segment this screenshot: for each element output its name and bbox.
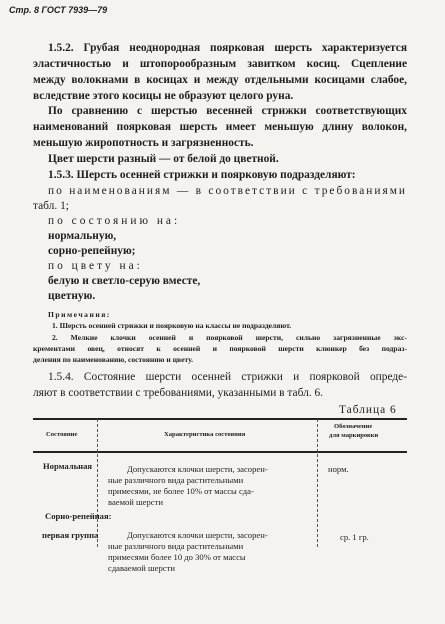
p152-line-1: 1.5.2. Грубая неоднородная поярковая шерсть характеризуется	[48, 42, 407, 54]
note-2-line-2: крементами овец, относят к осенней и поярковой шерсти клюнкер без подраз-	[33, 344, 407, 353]
p153-line-1: 1.5.3. Шерсть осенней стрижки и поярковую подразделяют:	[48, 169, 356, 181]
table-header-rule	[33, 451, 407, 453]
note-2-line-1: 2. Мелкие клочки осенней и поярковой шерсти, сильно загрязненные экс-	[52, 333, 407, 342]
row-normal-state: Нормальная	[43, 461, 93, 471]
table-caption: Таблица 6	[339, 404, 397, 416]
p152-line-2: эластичностью и штопорообразным завитком косиц. Сцепление	[33, 58, 407, 70]
row-normal-mark: норм.	[328, 464, 349, 474]
table-col-sep-1	[97, 419, 98, 547]
row-normal-char-2: ные различного вида растительными	[108, 475, 244, 485]
row-normal-char-4: ваемой шерсти	[108, 497, 163, 507]
th-marking-1: Обозначение	[334, 423, 373, 430]
p153-line-2: по наименованиям — в соответствии с требованиями	[48, 185, 407, 197]
row-first-mark: ср. 1 гр.	[340, 532, 369, 542]
th-state: Состояние	[46, 431, 78, 438]
list-color-heading: по цвету на:	[48, 260, 143, 272]
compare-line-1: По сравнению с шерстью весенней стрижки соответствующих	[48, 105, 407, 117]
list-white: белую и светло-серую вместе,	[48, 275, 201, 287]
row-first-char-1: Допускаются клочки шерсти, засорен-	[127, 530, 268, 540]
th-characteristic: Характеристика состояния	[164, 431, 246, 438]
color-sentence: Цвет шерсти разный — от белой до цветной.	[48, 153, 279, 165]
row-normal-char-1: Допускаются клочки шерсти, засорен-	[127, 464, 268, 474]
row-first-char-4: сдаваемой шерсти	[108, 563, 175, 573]
list-colored: цветную.	[48, 290, 96, 302]
th-marking-2: для маркировки	[329, 432, 379, 439]
list-state-heading: по состоянию на:	[48, 215, 181, 227]
p152-line-3: между волокнами в косицах и между отдельными косицами слабое,	[33, 74, 407, 86]
note-1: 1. Шерсть осенней стрижки и поярковую на классы не подразделяют.	[52, 321, 292, 330]
notes-title: Примечания:	[48, 310, 111, 319]
compare-line-2: наименований поярковая шерсть имеет меньшую длину волокон,	[33, 121, 407, 133]
compare-line-3: меньшую жиропотность и загрязненность.	[33, 137, 254, 149]
list-weedy: сорно-репейную;	[48, 245, 136, 257]
page-header: Стр. 8 ГОСТ 7939—79	[9, 5, 108, 15]
p152-line-4: вследствие этого косицы не образуют целого руна.	[33, 90, 294, 102]
table-top-rule	[33, 418, 407, 420]
row-first-state: первая группа	[42, 530, 99, 540]
note-2-line-3: деления по наименованию, состоянию и цвету.	[33, 355, 194, 364]
list-normal: нормальную,	[48, 230, 117, 242]
table-col-sep-2	[317, 419, 318, 547]
p153-line-3: табл. 1;	[33, 200, 69, 212]
row-weedy-state: Сорно-репейная:	[45, 511, 112, 521]
row-normal-char-3: примесями, не более 10% от массы сда-	[108, 486, 254, 496]
p154-line-1: 1.5.4. Состояние шерсти осенней стрижки и поярковой опреде-	[48, 371, 407, 383]
p154-line-2: ляют в соответствии с требованиями, указанными в табл. 6.	[33, 387, 324, 399]
row-first-char-3: примесями более 10 до 30% от массы	[108, 552, 246, 562]
row-first-char-2: ные различного вида растительными	[108, 541, 244, 551]
